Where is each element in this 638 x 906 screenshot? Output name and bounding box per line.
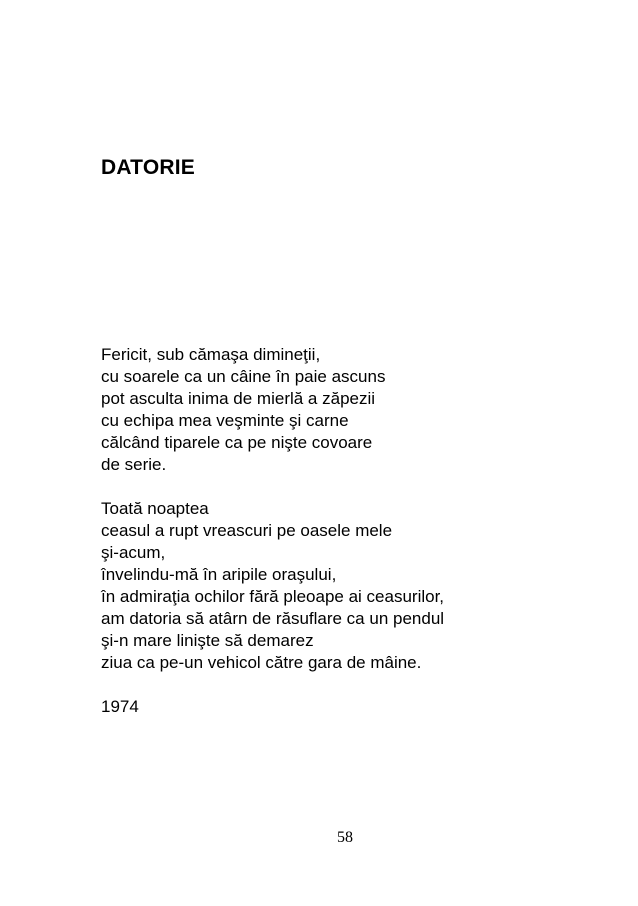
poem-line: învelindu-mă în aripile oraşului, [101,565,337,584]
poem-line: Toată noaptea [101,499,209,518]
poem-line: cu soarele ca un câine în paie ascuns [101,367,386,386]
poem-line: şi-n mare linişte să demarez [101,631,314,650]
poem-line: Fericit, sub cămaşa dimineţii, [101,345,321,364]
poem-line: am datoria să atârn de răsuflare ca un pendul [101,609,445,628]
poem-line: pot asculta inima de mierlă a zăpezii [101,389,376,408]
poem-line: ceasul a rupt vreascuri pe oasele mele [101,521,393,540]
poem-line: călcând tiparele ca pe nişte covoare [101,433,373,452]
page-number: 58 [337,829,353,846]
poem-line: cu echipa mea veşminte şi carne [101,411,349,430]
poem-date: 1974 [101,697,139,716]
stanza-1 [101,344,601,476]
poem-body [101,344,601,718]
stanza-2 [101,498,601,674]
poem-line: în admiraţia ochilor fără pleoape ai ceasurilor, [101,587,445,606]
poem-title: DATORIE [101,156,195,179]
poem-line: ziua ca pe-un vehicol către gara de mâine. [101,653,422,672]
poem-line: de serie. [101,455,167,474]
poem-line: şi-acum, [101,543,166,562]
